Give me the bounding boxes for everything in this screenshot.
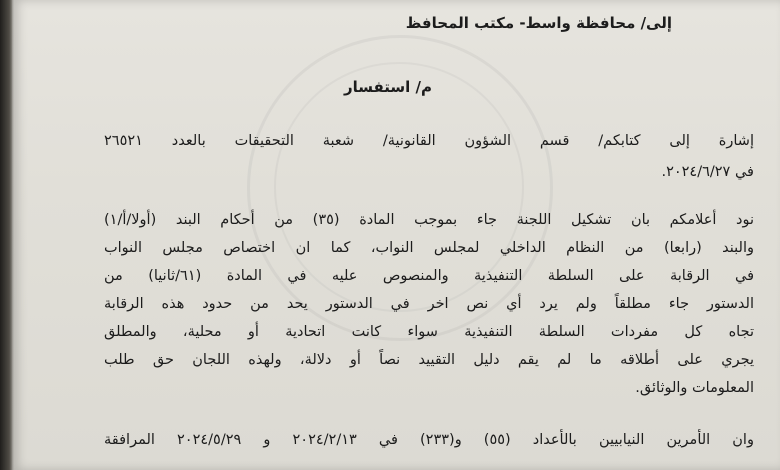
reference-line-1: إشارة إلى كتابكم/ قسم الشؤون القانونية/ شعبة التحقيقات بالعدد ٢٦٥٢١ (104, 133, 754, 149)
subject-line: م/ استفسار (343, 78, 432, 96)
page-edge-shadow (0, 0, 14, 470)
paragraph-1-line-1: نود أعلامكم بان تشكيل اللجنة جاء بموجب المادة (٣٥) من أحكام البند (أولا/أ/١) (104, 212, 755, 228)
addressee-line: إلى/ محافظة واسط- مكتب المحافظ (405, 14, 672, 32)
paragraph-1-line-6: يجري على أطلاقه ما لم يقم دليل التقييد نصاً أو دلالة، ولهذه اللجان حق طلب (104, 352, 754, 368)
paragraph-1-line-4: الدستور جاء مطلقاً ولم يرد أي نص اخر في الدستور يحد من حدود هذه الرقابة (104, 296, 754, 312)
paragraph-1-line-2: والبند (رابعا) من النظام الداخلي لمجلس النواب، كما ان اختصاص مجلس النواب (104, 240, 754, 256)
reference-line-2: في ٢٠٢٤/٦/٢٧. (661, 164, 754, 180)
paragraph-1-line-7: المعلومات والوثائق. (635, 380, 754, 396)
paragraph-1-line-3: في الرقابة على السلطة التنفيذية والمنصوص عليه في المادة (٦١/ثانيا) من (104, 268, 754, 284)
paper-sheet (12, 0, 780, 470)
paragraph-2-line-1: وان الأمرين النيابيين بالأعداد (٥٥) و(٢٣٣) في ٢٠٢٤/٢/١٣ و ٢٠٢٤/٥/٢٩ المرافقة (104, 432, 754, 448)
paragraph-1-line-5: تجاه كل مفردات السلطة التنفيذية سواء كانت اتحادية أو محلية، والمطلق (104, 324, 754, 340)
